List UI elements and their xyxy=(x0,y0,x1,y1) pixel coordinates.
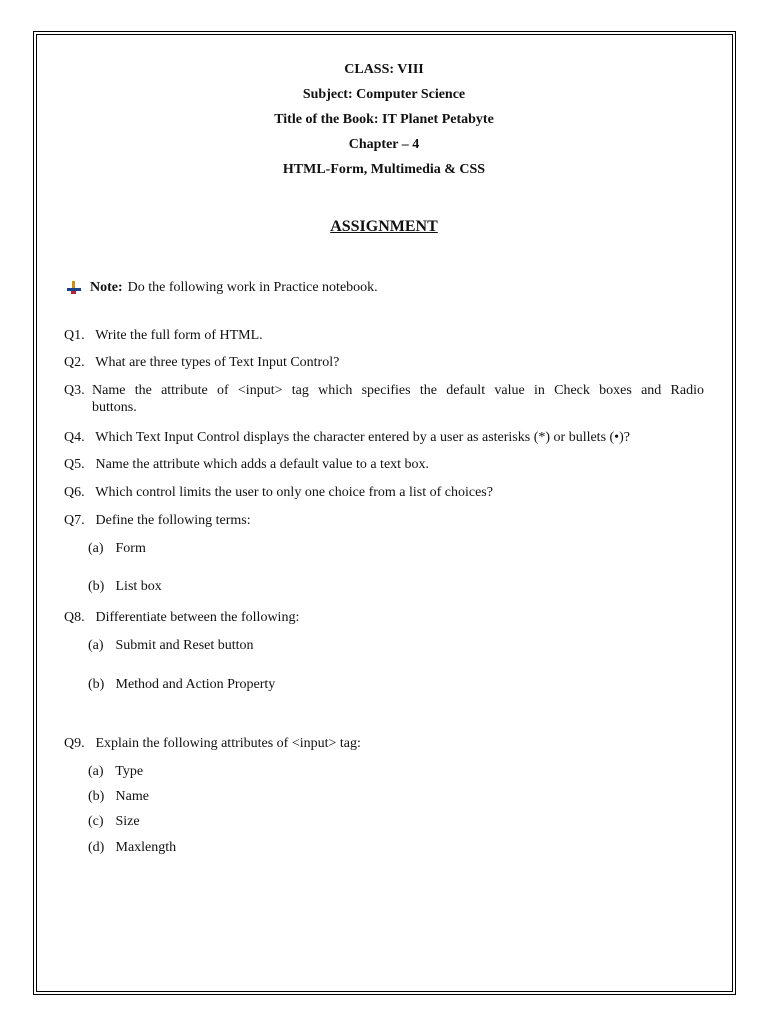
question-text: Which Text Input Control displays the character entered by a user as asterisks (*) or bullets (•)? xyxy=(95,430,630,445)
note-text: Do the following work in Practice notebook. xyxy=(127,280,378,295)
subject-line: Subject: Computer Science xyxy=(302,87,466,102)
sub-item-label: (a) xyxy=(88,764,104,779)
question-text: Write the full form of HTML. xyxy=(95,328,263,343)
sub-item-text: Type xyxy=(115,764,144,779)
question-number: Q3. xyxy=(64,383,85,398)
sub-item-text: Maxlength xyxy=(115,840,177,855)
topic-line: HTML-Form, Multimedia & CSS xyxy=(282,162,486,177)
question-9 xyxy=(64,735,704,752)
question-text: What are three types of Text Input Control? xyxy=(95,355,340,370)
question-text: Explain the following attributes of <input> tag: xyxy=(95,736,361,751)
sub-item-label: (d) xyxy=(88,840,105,855)
sub-item xyxy=(88,540,146,557)
question-text-continued: buttons. xyxy=(92,400,137,415)
question-4 xyxy=(64,429,704,446)
question-7 xyxy=(64,512,704,529)
question-5 xyxy=(64,456,704,473)
sub-item-label: (a) xyxy=(88,541,104,556)
note xyxy=(66,280,378,296)
sub-item xyxy=(88,676,275,693)
sub-item-text: List box xyxy=(115,579,162,594)
sub-item xyxy=(88,788,149,805)
sub-item-label: (c) xyxy=(88,814,104,829)
question-number: Q7. xyxy=(64,513,85,528)
chapter-line: Chapter – 4 xyxy=(348,137,420,152)
question-number: Q4. xyxy=(64,430,85,445)
sub-item-text: Name xyxy=(115,789,149,804)
question-text: Differentiate between the following: xyxy=(95,610,300,625)
question-text: Name the attribute of <input> tag which specifies the default value in Check boxes and Radio xyxy=(92,383,704,398)
question-1 xyxy=(64,327,704,344)
question-2 xyxy=(64,354,704,371)
question-text: Define the following terms: xyxy=(95,513,251,528)
sub-item-text: Form xyxy=(115,541,146,556)
sub-item-text: Submit and Reset button xyxy=(115,638,254,653)
question-8 xyxy=(64,609,704,626)
class-line: CLASS: VIII xyxy=(344,62,424,77)
sub-item-label: (b) xyxy=(88,579,105,594)
sub-item xyxy=(88,839,176,856)
sub-item xyxy=(88,763,143,780)
note-label: Note: xyxy=(90,280,123,295)
pushpin-icon xyxy=(66,281,82,295)
question-number: Q6. xyxy=(64,485,85,500)
question-text: Which control limits the user to only one choice from a list of choices? xyxy=(95,485,493,500)
sub-item-label: (a) xyxy=(88,638,104,653)
sub-item-text: Size xyxy=(115,814,140,829)
question-number: Q2. xyxy=(64,355,85,370)
question-text: Name the attribute which adds a default value to a text box. xyxy=(95,457,430,472)
sub-item-text: Method and Action Property xyxy=(115,677,276,692)
question-number: Q8. xyxy=(64,610,85,625)
sub-item-label: (b) xyxy=(88,789,105,804)
question-6 xyxy=(64,484,704,501)
book-title-line: Title of the Book: IT Planet Petabyte xyxy=(274,112,494,127)
question-3 xyxy=(64,382,704,416)
sub-item xyxy=(88,637,254,654)
sub-item-label: (b) xyxy=(88,677,105,692)
question-number: Q1. xyxy=(64,328,85,343)
question-number: Q5. xyxy=(64,457,85,472)
question-number: Q9. xyxy=(64,736,85,751)
assignment-title: ASSIGNMENT xyxy=(330,218,438,235)
sub-item xyxy=(88,578,162,595)
sub-item xyxy=(88,813,140,830)
